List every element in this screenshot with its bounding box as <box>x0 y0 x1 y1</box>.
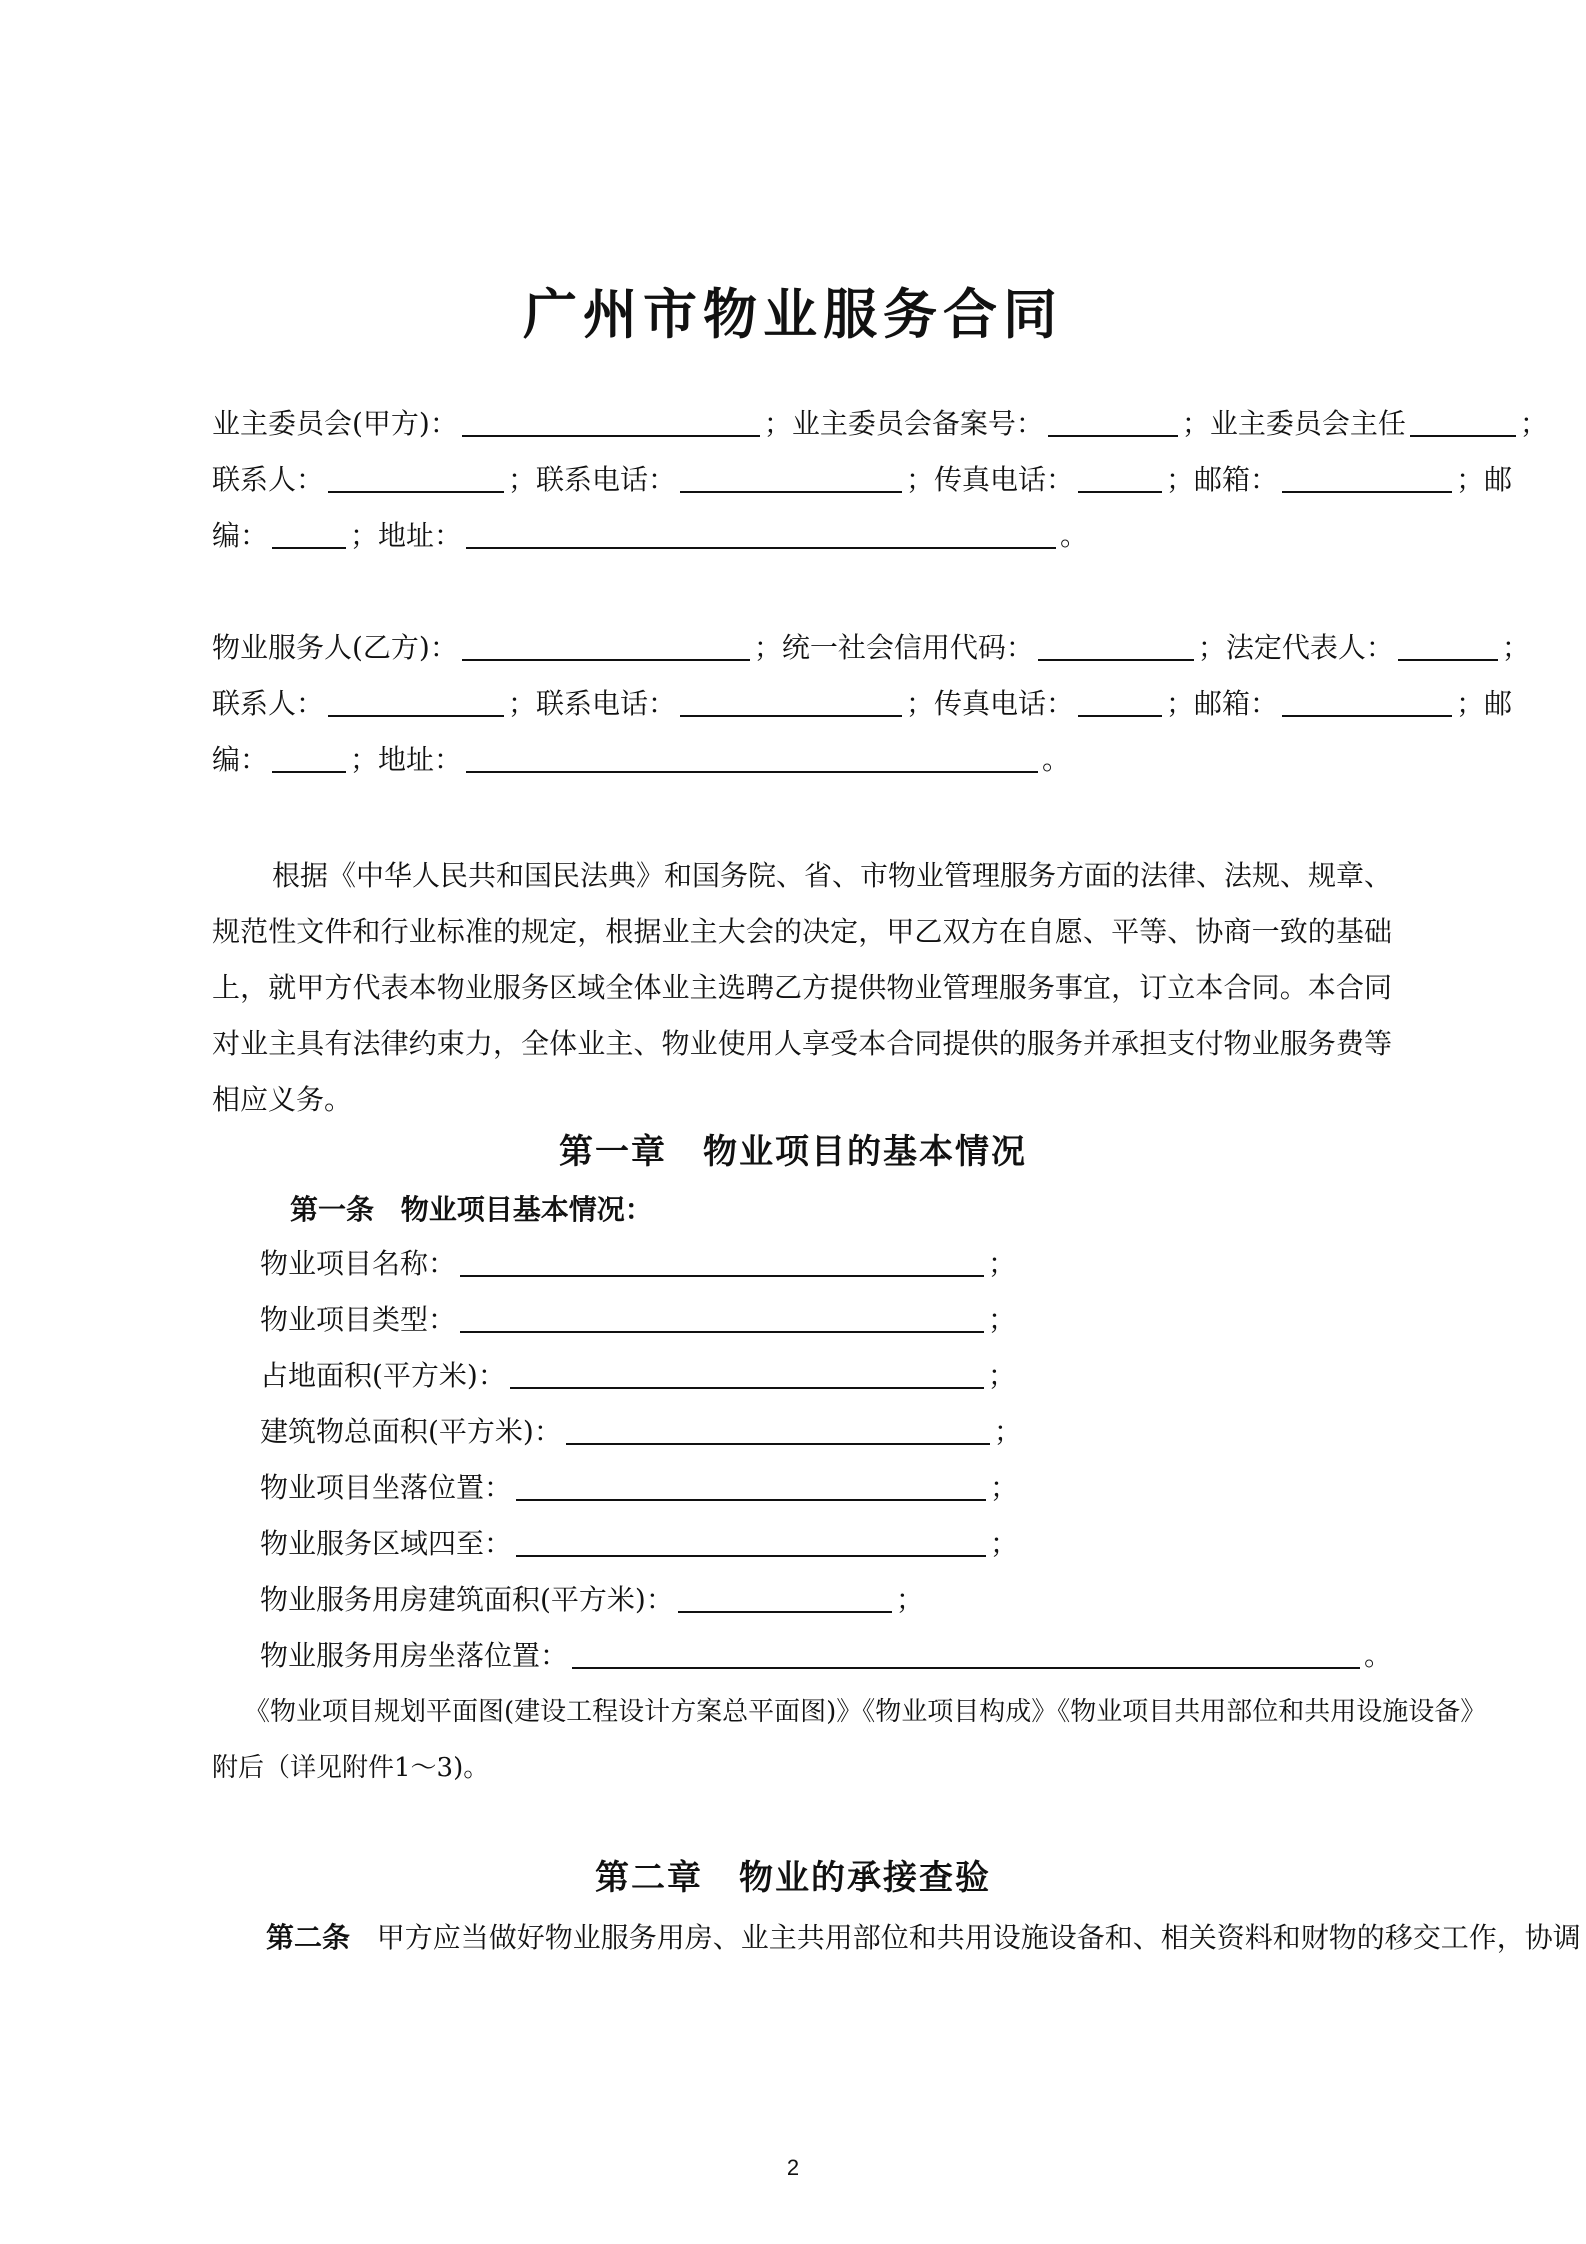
item-blank[interactable] <box>566 1413 990 1445</box>
page-number: 2 <box>786 2155 800 2180</box>
party-a-contact-blank[interactable] <box>328 461 504 493</box>
item-project-location <box>260 1468 1018 1508</box>
party-a-filing-blank[interactable] <box>1048 405 1178 437</box>
party-a-line-2-end: ；邮 <box>1456 463 1513 496</box>
party-a-filing-label: ；业主委员会备案号： <box>763 407 1044 440</box>
party-b-line-1 <box>212 628 1530 668</box>
party-a-contact-label: 联系人： <box>212 463 325 496</box>
party-a-committee-blank[interactable] <box>462 405 760 437</box>
party-a-line-3-end: 。 <box>1060 519 1089 552</box>
item-end: ； <box>990 1527 1019 1560</box>
article-2 <box>266 1916 1581 1956</box>
party-a-fax-blank[interactable] <box>1078 461 1162 493</box>
item-label: 物业项目名称： <box>260 1247 457 1280</box>
party-b-contact-label: 联系人： <box>212 687 325 720</box>
party-b-provider-blank[interactable] <box>462 629 750 661</box>
party-a-director-label: ；业主委员会主任 <box>1181 407 1406 440</box>
item-service-boundaries <box>260 1524 1018 1564</box>
party-a-postcode-label: 编： <box>212 519 269 552</box>
party-a-director-blank[interactable] <box>1410 405 1516 437</box>
party-b-line-2 <box>212 684 1512 724</box>
item-label: 物业服务区域四至： <box>260 1527 513 1560</box>
party-a-fax-label: ；传真电话： <box>906 463 1075 496</box>
party-a-committee-label: 业主委员会(甲方)： <box>212 407 458 440</box>
item-label: 占地面积(平方米)： <box>260 1359 506 1392</box>
article-1-heading <box>290 1188 653 1228</box>
party-a-email-label: ；邮箱： <box>1166 463 1279 496</box>
item-blank[interactable] <box>460 1245 984 1277</box>
chapter-1-note-line-2: 附后（详见附件1～3)。 <box>212 1753 490 1783</box>
item-label: 建筑物总面积(平方米)： <box>260 1415 562 1448</box>
item-end: ； <box>993 1415 1022 1448</box>
party-b-provider-label: 物业服务人(乙方)： <box>212 631 458 664</box>
contract-title: 广州市物业服务合同 <box>523 283 1063 346</box>
party-b-line-3 <box>212 740 1070 780</box>
item-building-area <box>260 1412 1022 1452</box>
party-b-postcode-blank[interactable] <box>272 741 346 773</box>
item-project-name <box>260 1244 1016 1284</box>
party-b-line-1-end: ； <box>1501 631 1530 664</box>
item-label: 物业服务用房坐落位置： <box>260 1639 569 1672</box>
item-end: ； <box>990 1471 1019 1504</box>
party-a-address-blank[interactable] <box>466 517 1056 549</box>
party-a-phone-blank[interactable] <box>680 461 902 493</box>
party-b-phone-blank[interactable] <box>680 685 902 717</box>
party-a-line-1-end: ； <box>1519 407 1548 440</box>
party-b-fax-blank[interactable] <box>1078 685 1162 717</box>
party-b-credit-code-label: ；统一社会信用代码： <box>753 631 1034 664</box>
item-label: 物业服务用房建筑面积(平方米)： <box>260 1583 674 1616</box>
item-blank[interactable] <box>510 1357 984 1389</box>
party-b-postcode-label: 编： <box>212 743 269 776</box>
party-a-address-label: ；地址： <box>350 519 463 552</box>
party-b-line-2-end: ；邮 <box>1456 687 1513 720</box>
party-b-fax-label: ；传真电话： <box>906 687 1075 720</box>
party-b-legal-rep-label: ；法定代表人： <box>1197 631 1394 664</box>
party-b-line-3-end: 。 <box>1042 743 1071 776</box>
item-end: ； <box>895 1583 924 1616</box>
article-2-number: 第二条 <box>266 1921 351 1954</box>
chapter-1-note-line-1: 《物业项目规划平面图(建设工程设计方案总平面图)》《物业项目构成》《物业项目共用部位和共用设施设备》 <box>244 1697 1487 1727</box>
party-a-postcode-blank[interactable] <box>272 517 346 549</box>
party-b-legal-rep-blank[interactable] <box>1398 629 1498 661</box>
party-a-line-2 <box>212 460 1512 500</box>
article-1-number: 第一条 <box>290 1193 375 1226</box>
party-b-email-blank[interactable] <box>1282 685 1452 717</box>
item-end: ； <box>987 1359 1016 1392</box>
party-b-contact-blank[interactable] <box>328 685 504 717</box>
item-service-room-location <box>260 1636 1392 1676</box>
article-1-title: 物业项目基本情况： <box>400 1193 653 1226</box>
preamble-paragraph: 根据《中华人民共和国民法典》和国务院、省、市物业管理服务方面的法律、法规、规章、规范性文件和行业标准的规定，根据业主大会的决定，甲乙双方在自愿、平等、协商一致的基础上，就甲方代表本物业服务区域全体业主选聘乙方提供物业管理服务事宜，订立本合同。本合同对业主具有法律约束力，全体业主、物业使用人享受本合同提供的服务并承担支付物业服务费等相应义务。 <box>212 859 1393 1116</box>
item-land-area <box>260 1356 1016 1396</box>
item-label: 物业项目坐落位置： <box>260 1471 513 1504</box>
item-blank[interactable] <box>516 1469 986 1501</box>
item-service-room-area <box>260 1580 924 1620</box>
party-b-credit-code-blank[interactable] <box>1038 629 1194 661</box>
item-blank[interactable] <box>572 1637 1360 1669</box>
item-blank[interactable] <box>678 1581 892 1613</box>
item-end: ； <box>988 1303 1017 1336</box>
item-project-type <box>260 1300 1016 1340</box>
party-a-phone-label: ；联系电话： <box>508 463 677 496</box>
party-b-address-blank[interactable] <box>466 741 1038 773</box>
chapter-2-heading: 第二章 物业的承接查验 <box>595 1858 991 1898</box>
item-blank[interactable] <box>516 1525 986 1557</box>
party-a-email-blank[interactable] <box>1282 461 1452 493</box>
item-label: 物业项目类型： <box>260 1303 457 1336</box>
party-b-phone-label: ；联系电话： <box>508 687 677 720</box>
item-blank[interactable] <box>460 1301 984 1333</box>
article-2-text: 甲方应当做好物业服务用房、业主共用部位和共用设施设备和、相关资料和财物的移交工作，协调 <box>376 1921 1581 1954</box>
party-b-email-label: ；邮箱： <box>1166 687 1279 720</box>
item-end: 。 <box>1364 1639 1393 1672</box>
chapter-1-heading: 第一章 物业项目的基本情况 <box>559 1132 1027 1172</box>
party-b-address-label: ；地址： <box>350 743 463 776</box>
party-a-line-1 <box>212 404 1548 444</box>
item-end: ； <box>988 1247 1017 1280</box>
party-a-line-3 <box>212 516 1088 556</box>
